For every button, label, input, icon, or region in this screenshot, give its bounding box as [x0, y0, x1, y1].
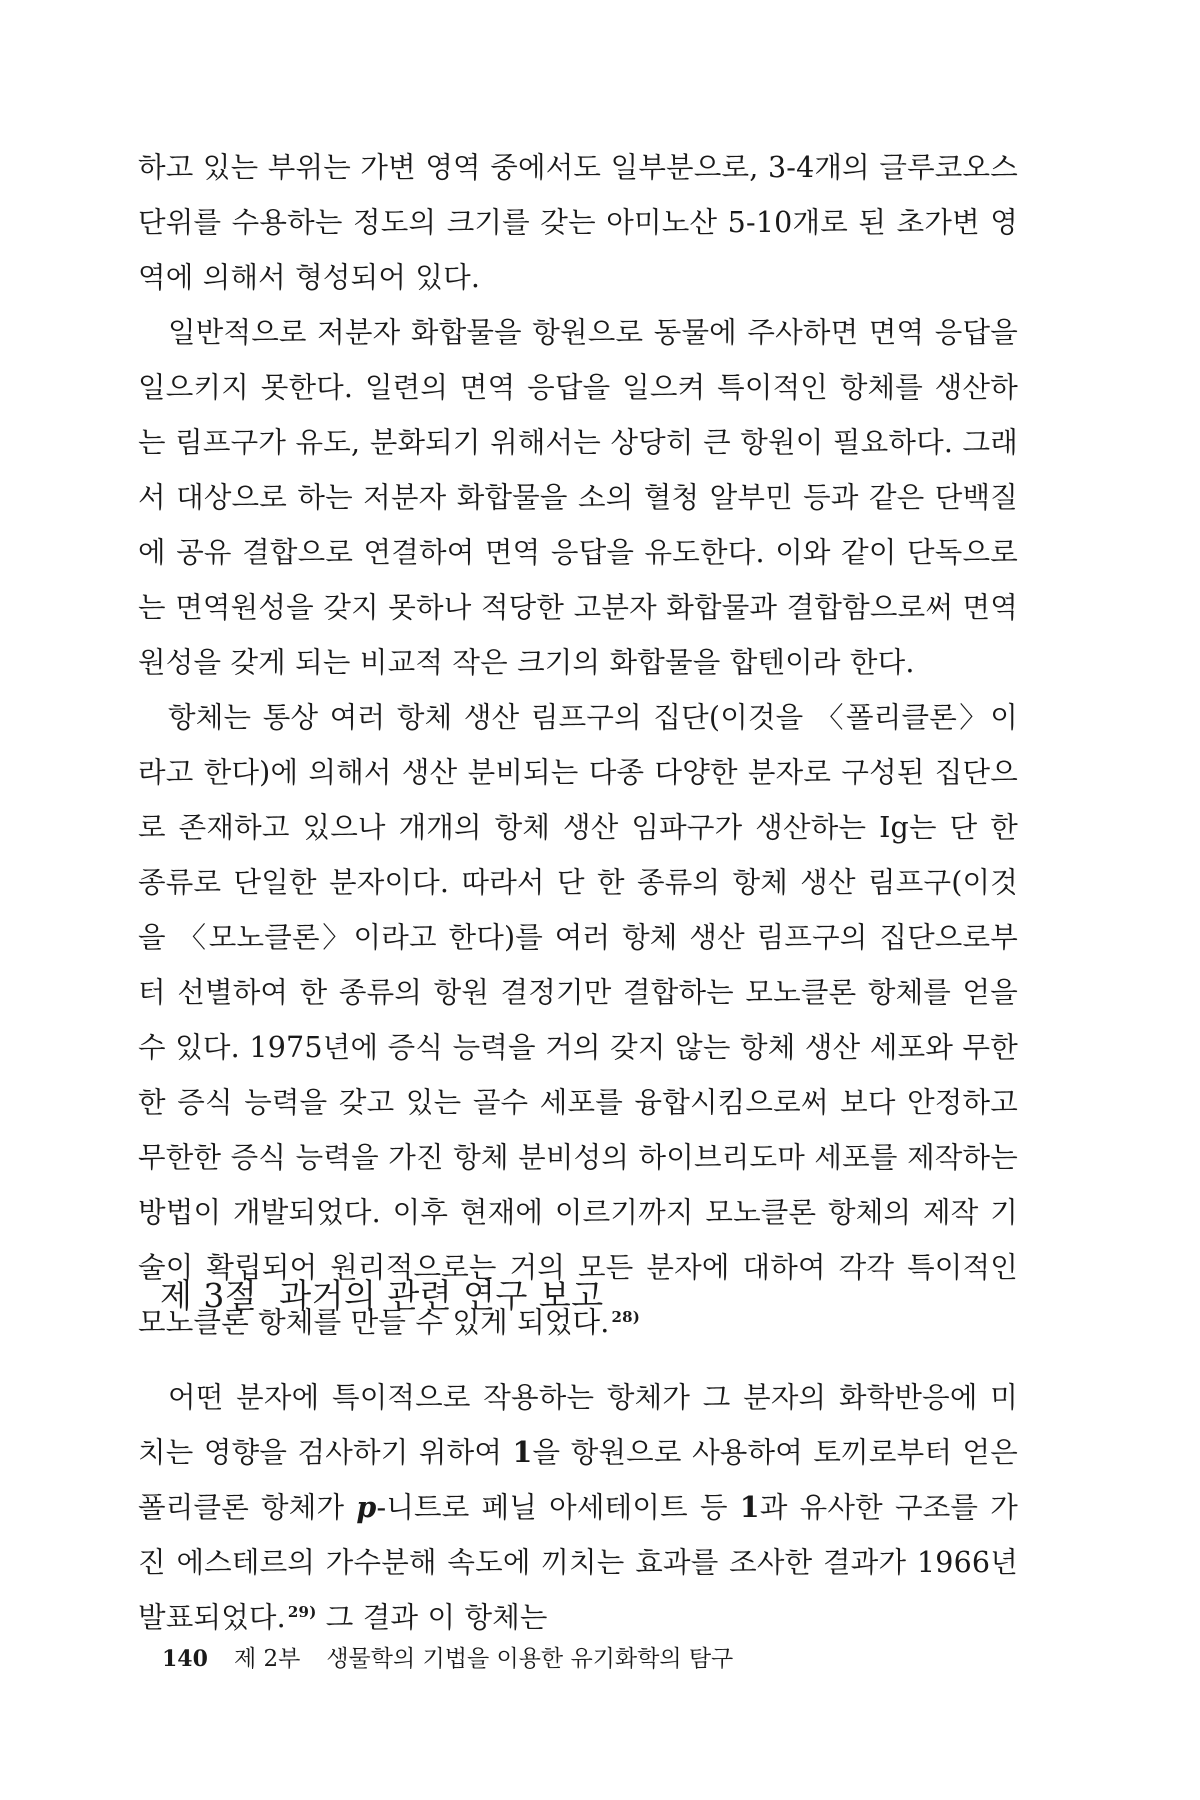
para-prefix: p	[356, 1490, 377, 1524]
paragraph-1	[138, 140, 1018, 305]
paragraph-1-text: 하고 있는 부위는 가변 영역 중에서도 일부분으로, 3-4개의 글루코오스 단위를 수용하는 정도의 크기를 갖는 아미노산 5-10개로 된 초가변 영역에 의해서 형성되어 있다.	[138, 151, 1018, 294]
section-heading	[160, 1270, 604, 1317]
compound-1-ref: 1	[512, 1435, 533, 1469]
section-number: 제 3절	[160, 1276, 258, 1315]
section-paragraph	[138, 1370, 1018, 1645]
page-number: 140	[162, 1646, 208, 1672]
section-title: 과거의 관련 연구 보고	[279, 1276, 604, 1315]
paragraph-3	[138, 690, 1018, 1350]
paragraph-3-text: 항체는 통상 여러 항체 생산 림프구의 집단(이것을 〈폴리클론〉이라고 한다)에 의해서 생산 분비되는 다종 다양한 분자로 구성된 집단으로 존재하고 있으나 개개의 항체 생산 임파구가 생산하는 Ig는 단 한 종류로 단일한 분자이다. 따라서 단 한 종류의 항체 생산 림프구(이것을 〈모노클론〉이라고 한다)를 여러 항체 생산 림프구의 집단으로부터 선별하여 한 종류의 항원 결정기만 결합하는 모노클론 항체를 얻을 수 있다. 1975년에 증식 능력을 거의 갖지 않는 항체 생산 세포와 무한한 증식 능력을 갖고 있는 골수 세포를 융합시킴으로써 보다 안정하고 무한한 증식 능력을 가진 항체 분비성의 하이브리도마 세포를 제작하는 방법이 개발되었다. 이후 현재에 이르기까지 모노클론 항체의 제작 기술이 확립되어 원리적으로는 거의 모든 분자에 대하여 각각 특이적인 모노클론 항체를 만들 수 있게 되었다.	[138, 701, 1018, 1339]
section-paragraph-part5: 그 결과 이 항체는	[316, 1601, 548, 1634]
page-footer	[162, 1640, 733, 1673]
paragraph-2-text: 일반적으로 저분자 화합물을 항원으로 동물에 주사하면 면역 응답을 일으키지 못한다. 일련의 면역 응답을 일으켜 특이적인 항체를 생산하는 림프구가 유도, 분화되기 위해서는 상당히 큰 항원이 필요하다. 그래서 대상으로 하는 저분자 화합물을 소의 혈청 알부민 등과 같은 단백질에 공유 결합으로 연결하여 면역 응답을 유도한다. 이와 같이 단독으로는 면역원성을 갖지 못하나 적당한 고분자 화합물과 결합함으로써 면역원성을 갖게 되는 비교적 작은 크기의 화합물을 합텐이라 한다.	[138, 316, 1018, 679]
section-paragraph-part3: -니트로 페닐 아세테이트 등	[376, 1491, 740, 1524]
compound-1-ref-2: 1	[739, 1490, 760, 1524]
footnote-marker-28: 28)	[611, 1307, 641, 1326]
section-paragraph-part4: 과 유사한 구조를 가진 에스테르의 가수분해 속도에 끼치는 효과를 조사한 결과가 1966년 발표되었다.	[138, 1491, 1018, 1634]
section-paragraph-part2: 을 항원으로 사용하여 토끼로부터 얻은 폴리클론 항체가	[138, 1436, 1018, 1524]
footer-part: 제 2부	[233, 1646, 301, 1672]
footnote-marker-29: 29)	[287, 1602, 317, 1621]
section-body	[138, 1370, 1018, 1645]
paragraph-2	[138, 305, 1018, 690]
footer-book-title: 생물학의 기법을 이용한 유기화학의 탐구	[326, 1646, 734, 1672]
section-paragraph-part1: 어떤 분자에 특이적으로 작용하는 항체가 그 분자의 화학반응에 미치는 영향을 검사하기 위하여	[138, 1381, 1018, 1469]
body-text	[138, 140, 1018, 1350]
